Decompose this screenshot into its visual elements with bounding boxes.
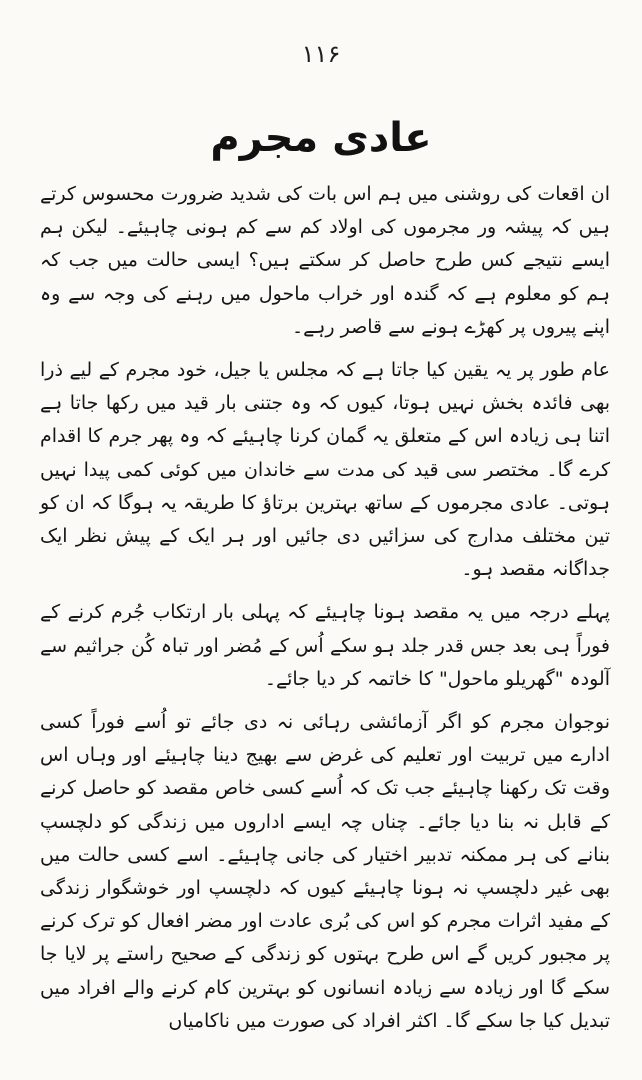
page-number: ۱۱۶	[301, 40, 341, 68]
paragraph-3: پہلے درجہ میں یہ مقصد ہونا چاہیئے کہ پہلی بار ارتکاب جُرم کرنے کے فوراً ہی بعد جس قدر جلد ہو سکے اُس کے مُضر اور تباہ کُن جراثیم سے آلودہ "گھریلو ماحول" کا خاتمہ کر دیا جائے۔	[40, 601, 610, 690]
paragraph-2: عام طور پر یہ یقین کیا جاتا ہے کہ مجلس یا جیل، خود مجرم کے لیے ذرا بھی فائدہ بخش نہیں ہوتا، کیوں کہ وہ جتنی بار قید میں رکھا جاتا ہے اتنا ہی زیادہ اس کے متعلق یہ گمان کرنا چاہیئے کہ وہ پھر جرم کا اقدام کرے گا۔ مختصر سی قید کی مدت سے خاندان میں کوئی کمی پیدا نہیں ہوتی۔ عادی مجرموں کے ساتھ بہترین برتاؤ کا طریقہ یہ ہوگا کہ ان کو تین مختلف مدارج کی سزائیں دی جائیں اور ہر ایک کے پیش نظر ایک جداگانہ مقصد ہو۔	[40, 359, 610, 581]
body-text	[40, 178, 610, 1038]
paragraph-4: نوجوان مجرم کو اگر آزمائشی رہائی نہ دی جائے تو اُسے فوراً کسی ادارے میں تربیت اور تعلیم کی غرض سے بھیج دینا چاہیئے اور وہاں اس وقت تک رکھنا چاہیئے جب تک کہ اُسے کسی خاص مقصد کو حاصل کرنے کے قابل نہ بنا دیا جائے۔ چناں چہ ایسے اداروں میں زندگی کو دلچسپ بنانے کی ہر ممکنہ تدبیر اختیار کی جانی چاہیئے۔ اسے کسی حالت میں بھی غیر دلچسپ نہ ہونا چاہیئے کیوں کہ دلچسپ اور خوشگوار زندگی کے مفید اثرات مجرم کو اس کی بُری عادت اور مضر افعال کو ترک کرنے پر مجبور کریں گے اس طرح بہتوں کو زندگی کے صحیح راستے پر لایا جا سکے گا اور زیادہ سے زیادہ انسانوں کو بہترین کام کرنے والے افراد میں تبدیل کیا جا سکے گا۔ اکثر افراد کی صورت میں ناکامیاں	[40, 711, 610, 1032]
paragraph-1: ان اقعات کی روشنی میں ہم اس بات کی شدید ضرورت محسوس کرتے ہیں کہ پیشہ ور مجرموں کی اولاد کم سے کم ہونی چاہیئے۔ لیکن ہم ایسے نتیجے کس طرح حاصل کر سکتے ہیں؟ ایسی حالت میں جب کہ ہم کو معلوم ہے کہ گندہ اور خراب ماحول میں رہنے کی وجہ سے وہ اپنے پیروں پر کھڑے ہونے سے قاصر رہے۔	[40, 183, 610, 338]
chapter-title: عادی مجرم	[210, 115, 432, 161]
